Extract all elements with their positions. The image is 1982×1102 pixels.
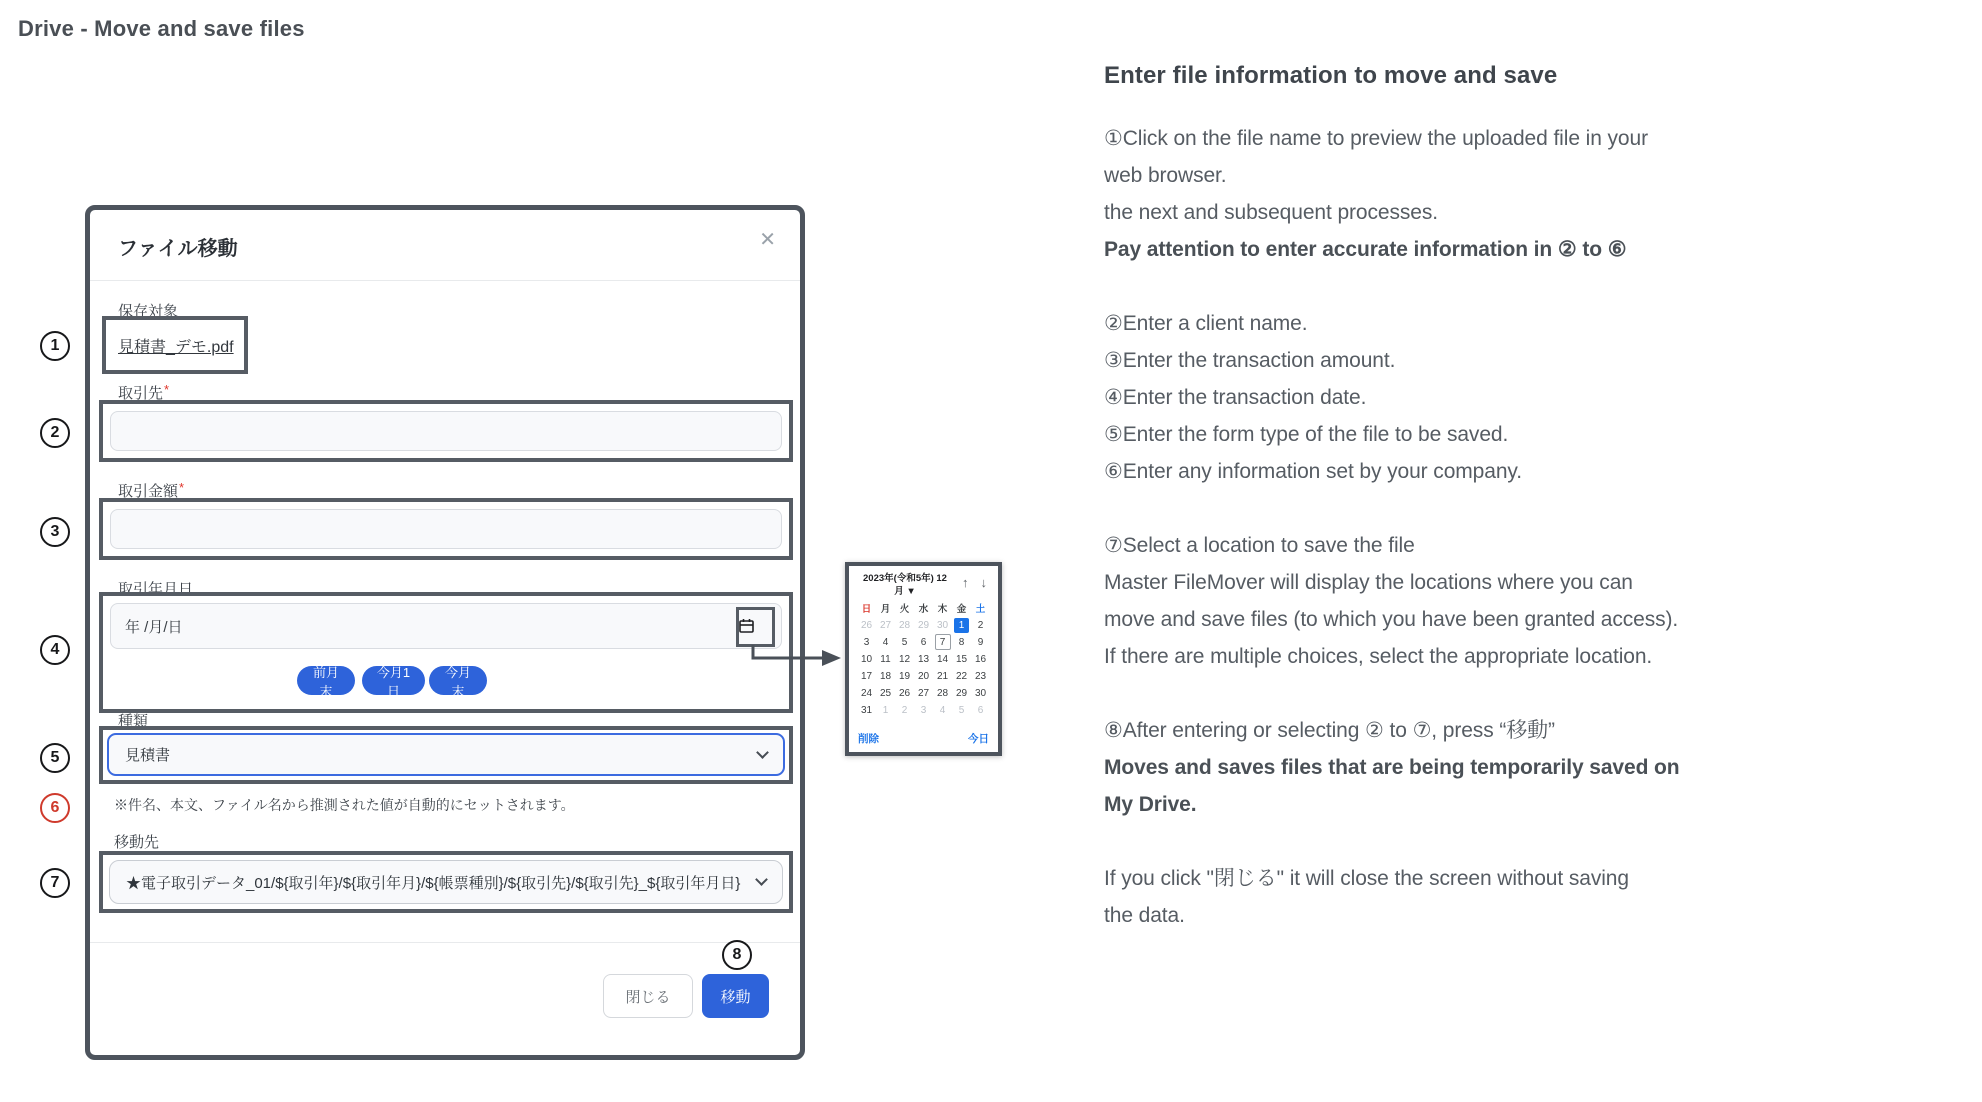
calendar-day[interactable]: 29 <box>917 619 930 631</box>
instruction-line: the data. <box>1104 904 1185 927</box>
instructions-paragraph <box>1104 120 1982 268</box>
destination-select[interactable] <box>109 860 783 904</box>
type-select[interactable] <box>107 733 785 776</box>
this-month-end-button[interactable]: 今月末 <box>429 666 487 695</box>
instruction-line: ⑥Enter any information set by your company. <box>1104 460 1522 483</box>
client-label <box>118 382 169 403</box>
weekday-thu: 木 <box>937 603 948 615</box>
connector-arrow <box>740 644 846 672</box>
annotation-mark-8: 8 <box>722 940 752 970</box>
calendar-day[interactable]: 5 <box>958 704 965 716</box>
instructions-paragraph <box>1104 527 1982 675</box>
calendar-day[interactable]: 24 <box>860 687 873 699</box>
calendar-month-line1: 2023年(令和5年) 12 <box>863 573 947 584</box>
calendar-prev-icon[interactable]: ↑ <box>962 575 969 590</box>
calendar-day[interactable]: 16 <box>974 653 987 665</box>
instructions-paragraph <box>1104 860 1982 934</box>
file-move-dialog <box>85 205 805 1060</box>
date-label: 取引年月日 <box>118 581 194 598</box>
type-select-value: 見積書 <box>125 747 171 764</box>
chevron-down-icon <box>755 873 768 886</box>
calendar-day[interactable]: 21 <box>936 670 949 682</box>
instruction-line: move and save files (to which you have been granted access). <box>1104 608 1679 631</box>
annotation-mark-5: 5 <box>40 743 70 773</box>
instruction-line: the next and subsequent processes. <box>1104 201 1438 224</box>
type-note: ※件名、本文、ファイル名から推測された値が自動的にセットされます。 <box>114 797 575 813</box>
instructions-panel <box>1104 62 1982 971</box>
close-button[interactable]: 閉じる <box>603 974 693 1018</box>
weekday-mon: 月 <box>880 603 891 615</box>
instruction-line: ③Enter the transaction amount. <box>1104 349 1396 372</box>
calendar-day[interactable]: 27 <box>917 687 930 699</box>
page-title: Drive - Move and save files <box>18 16 305 41</box>
instruction-line: If there are multiple choices, select the appropriate location. <box>1104 645 1653 668</box>
calendar-day[interactable]: 12 <box>898 653 911 665</box>
move-button[interactable]: 移動 <box>702 974 769 1018</box>
annotation-mark-1: 1 <box>40 331 70 361</box>
calendar-weekday-row <box>850 603 997 617</box>
prev-month-end-button[interactable]: 前月末 <box>297 666 355 695</box>
calendar-delete-button[interactable]: 削除 <box>858 733 879 745</box>
calendar-day[interactable]: 17 <box>860 670 873 682</box>
instruction-line: ④Enter the transaction date. <box>1104 386 1367 409</box>
weekday-wed: 水 <box>918 603 929 615</box>
instructions-paragraph <box>1104 305 1982 490</box>
calendar-next-icon[interactable]: ↓ <box>980 575 987 590</box>
instruction-line: Pay attention to enter accurate information in ② to ⑥ <box>1104 238 1627 261</box>
required-mark: * <box>164 382 170 397</box>
annotation-mark-4: 4 <box>40 635 70 665</box>
annotation-mark-6: 6 <box>40 793 70 823</box>
amount-label <box>118 480 184 501</box>
calendar-day[interactable]: 3 <box>863 636 870 648</box>
instruction-line: Moves and saves files that are being temporarily saved on <box>1104 756 1680 779</box>
calendar-day[interactable]: 1 <box>954 618 969 633</box>
calendar-day[interactable]: 20 <box>917 670 930 682</box>
annotation-mark-2: 2 <box>40 418 70 448</box>
annotation-mark-3: 3 <box>40 517 70 547</box>
instruction-line: ⑦Select a location to save the file <box>1104 534 1415 557</box>
instruction-line: ①Click on the file name to preview the uploaded file in your <box>1104 127 1648 150</box>
chevron-down-icon <box>756 746 769 759</box>
calendar-day[interactable]: 3 <box>920 704 927 716</box>
instruction-line: ⑤Enter the form type of the file to be saved. <box>1104 423 1509 446</box>
type-label: 種類 <box>118 713 149 730</box>
weekday-sat: 土 <box>975 603 986 615</box>
calendar-day[interactable]: 27 <box>879 619 892 631</box>
calendar-day[interactable]: 6 <box>977 704 984 716</box>
footer-divider <box>90 942 800 943</box>
calendar-day[interactable]: 9 <box>977 636 984 648</box>
client-input[interactable] <box>110 411 782 451</box>
instructions-paragraph <box>1104 712 1982 823</box>
close-icon[interactable]: ✕ <box>759 229 776 251</box>
calendar-day[interactable]: 18 <box>879 670 892 682</box>
calendar-day[interactable]: 2 <box>901 704 908 716</box>
destination-select-value: ★電子取引データ_01/${取引年}/${取引年月}/${帳票種別}/${取引先}/${取引先}_${取引年月日} <box>126 874 741 892</box>
instruction-line: If you click "閉じる" it will close the screen without saving <box>1104 867 1629 890</box>
calendar-day[interactable]: 26 <box>898 687 911 699</box>
instruction-line: web browser. <box>1104 164 1227 187</box>
date-input[interactable] <box>110 603 782 649</box>
calendar-today-button[interactable]: 今日 <box>968 733 989 745</box>
this-month-first-button[interactable]: 今月1日 <box>362 666 425 695</box>
calendar-day[interactable]: 28 <box>936 687 949 699</box>
calendar-day[interactable]: 10 <box>860 653 873 665</box>
calendar-day[interactable]: 5 <box>901 636 908 648</box>
calendar-day[interactable]: 30 <box>974 687 987 699</box>
instruction-line: ⑧After entering or selecting ② to ⑦, press “移動” <box>1104 719 1555 742</box>
dialog-title: ファイル移動 <box>118 238 238 260</box>
instruction-line: My Drive. <box>1104 793 1197 816</box>
weekday-fri: 金 <box>956 603 967 615</box>
destination-label: 移動先 <box>114 834 160 851</box>
calendar-header <box>850 571 997 599</box>
calendar-day[interactable]: 29 <box>955 687 968 699</box>
amount-input[interactable] <box>110 509 782 549</box>
client-label-text: 取引先 <box>118 385 164 402</box>
save-target-label: 保存対象 <box>118 303 179 320</box>
calendar-day[interactable]: 4 <box>939 704 946 716</box>
weekday-sun: 日 <box>861 603 872 615</box>
calendar-day[interactable]: 11 <box>880 653 891 665</box>
calendar-day[interactable]: 28 <box>898 619 911 631</box>
calendar-day[interactable]: 19 <box>898 670 911 682</box>
calendar-day[interactable]: 8 <box>958 636 965 648</box>
instruction-line: Master FileMover will display the locations where you can <box>1104 571 1633 594</box>
file-name-link[interactable]: 見積書_デモ.pdf <box>118 339 234 356</box>
calendar-icon[interactable] <box>737 618 755 635</box>
calendar-month-line2: 月 ▼ <box>894 585 916 597</box>
required-mark: * <box>179 480 185 495</box>
calendar-footer <box>849 731 998 746</box>
amount-label-text: 取引金額 <box>118 483 179 500</box>
calendar-day[interactable]: 26 <box>860 619 873 631</box>
calendar-day[interactable]: 2 <box>977 619 984 631</box>
calendar-day[interactable]: 25 <box>879 687 892 699</box>
calendar-day[interactable]: 31 <box>860 704 873 716</box>
calendar-day[interactable]: 6 <box>920 636 927 648</box>
calendar-day[interactable]: 14 <box>936 653 949 665</box>
date-placeholder: 年 /月/日 <box>125 618 183 636</box>
calendar-day[interactable]: 22 <box>955 670 968 682</box>
calendar-day[interactable]: 1 <box>882 704 889 716</box>
weekday-tue: 火 <box>899 603 910 615</box>
calendar-day[interactable]: 4 <box>882 636 889 648</box>
date-picker-popup <box>845 562 1002 756</box>
calendar-day[interactable]: 15 <box>955 653 968 665</box>
calendar-day[interactable]: 30 <box>936 619 949 631</box>
instruction-line: ②Enter a client name. <box>1104 312 1308 335</box>
calendar-grid <box>850 617 997 719</box>
calendar-day[interactable]: 13 <box>917 653 930 665</box>
annotation-mark-7: 7 <box>40 868 70 898</box>
instructions-heading: Enter file information to move and save <box>1104 62 1558 89</box>
calendar-day[interactable]: 7 <box>935 634 951 650</box>
calendar-month-selector[interactable] <box>856 573 954 599</box>
header-divider <box>90 280 800 281</box>
calendar-day[interactable]: 23 <box>974 670 987 682</box>
